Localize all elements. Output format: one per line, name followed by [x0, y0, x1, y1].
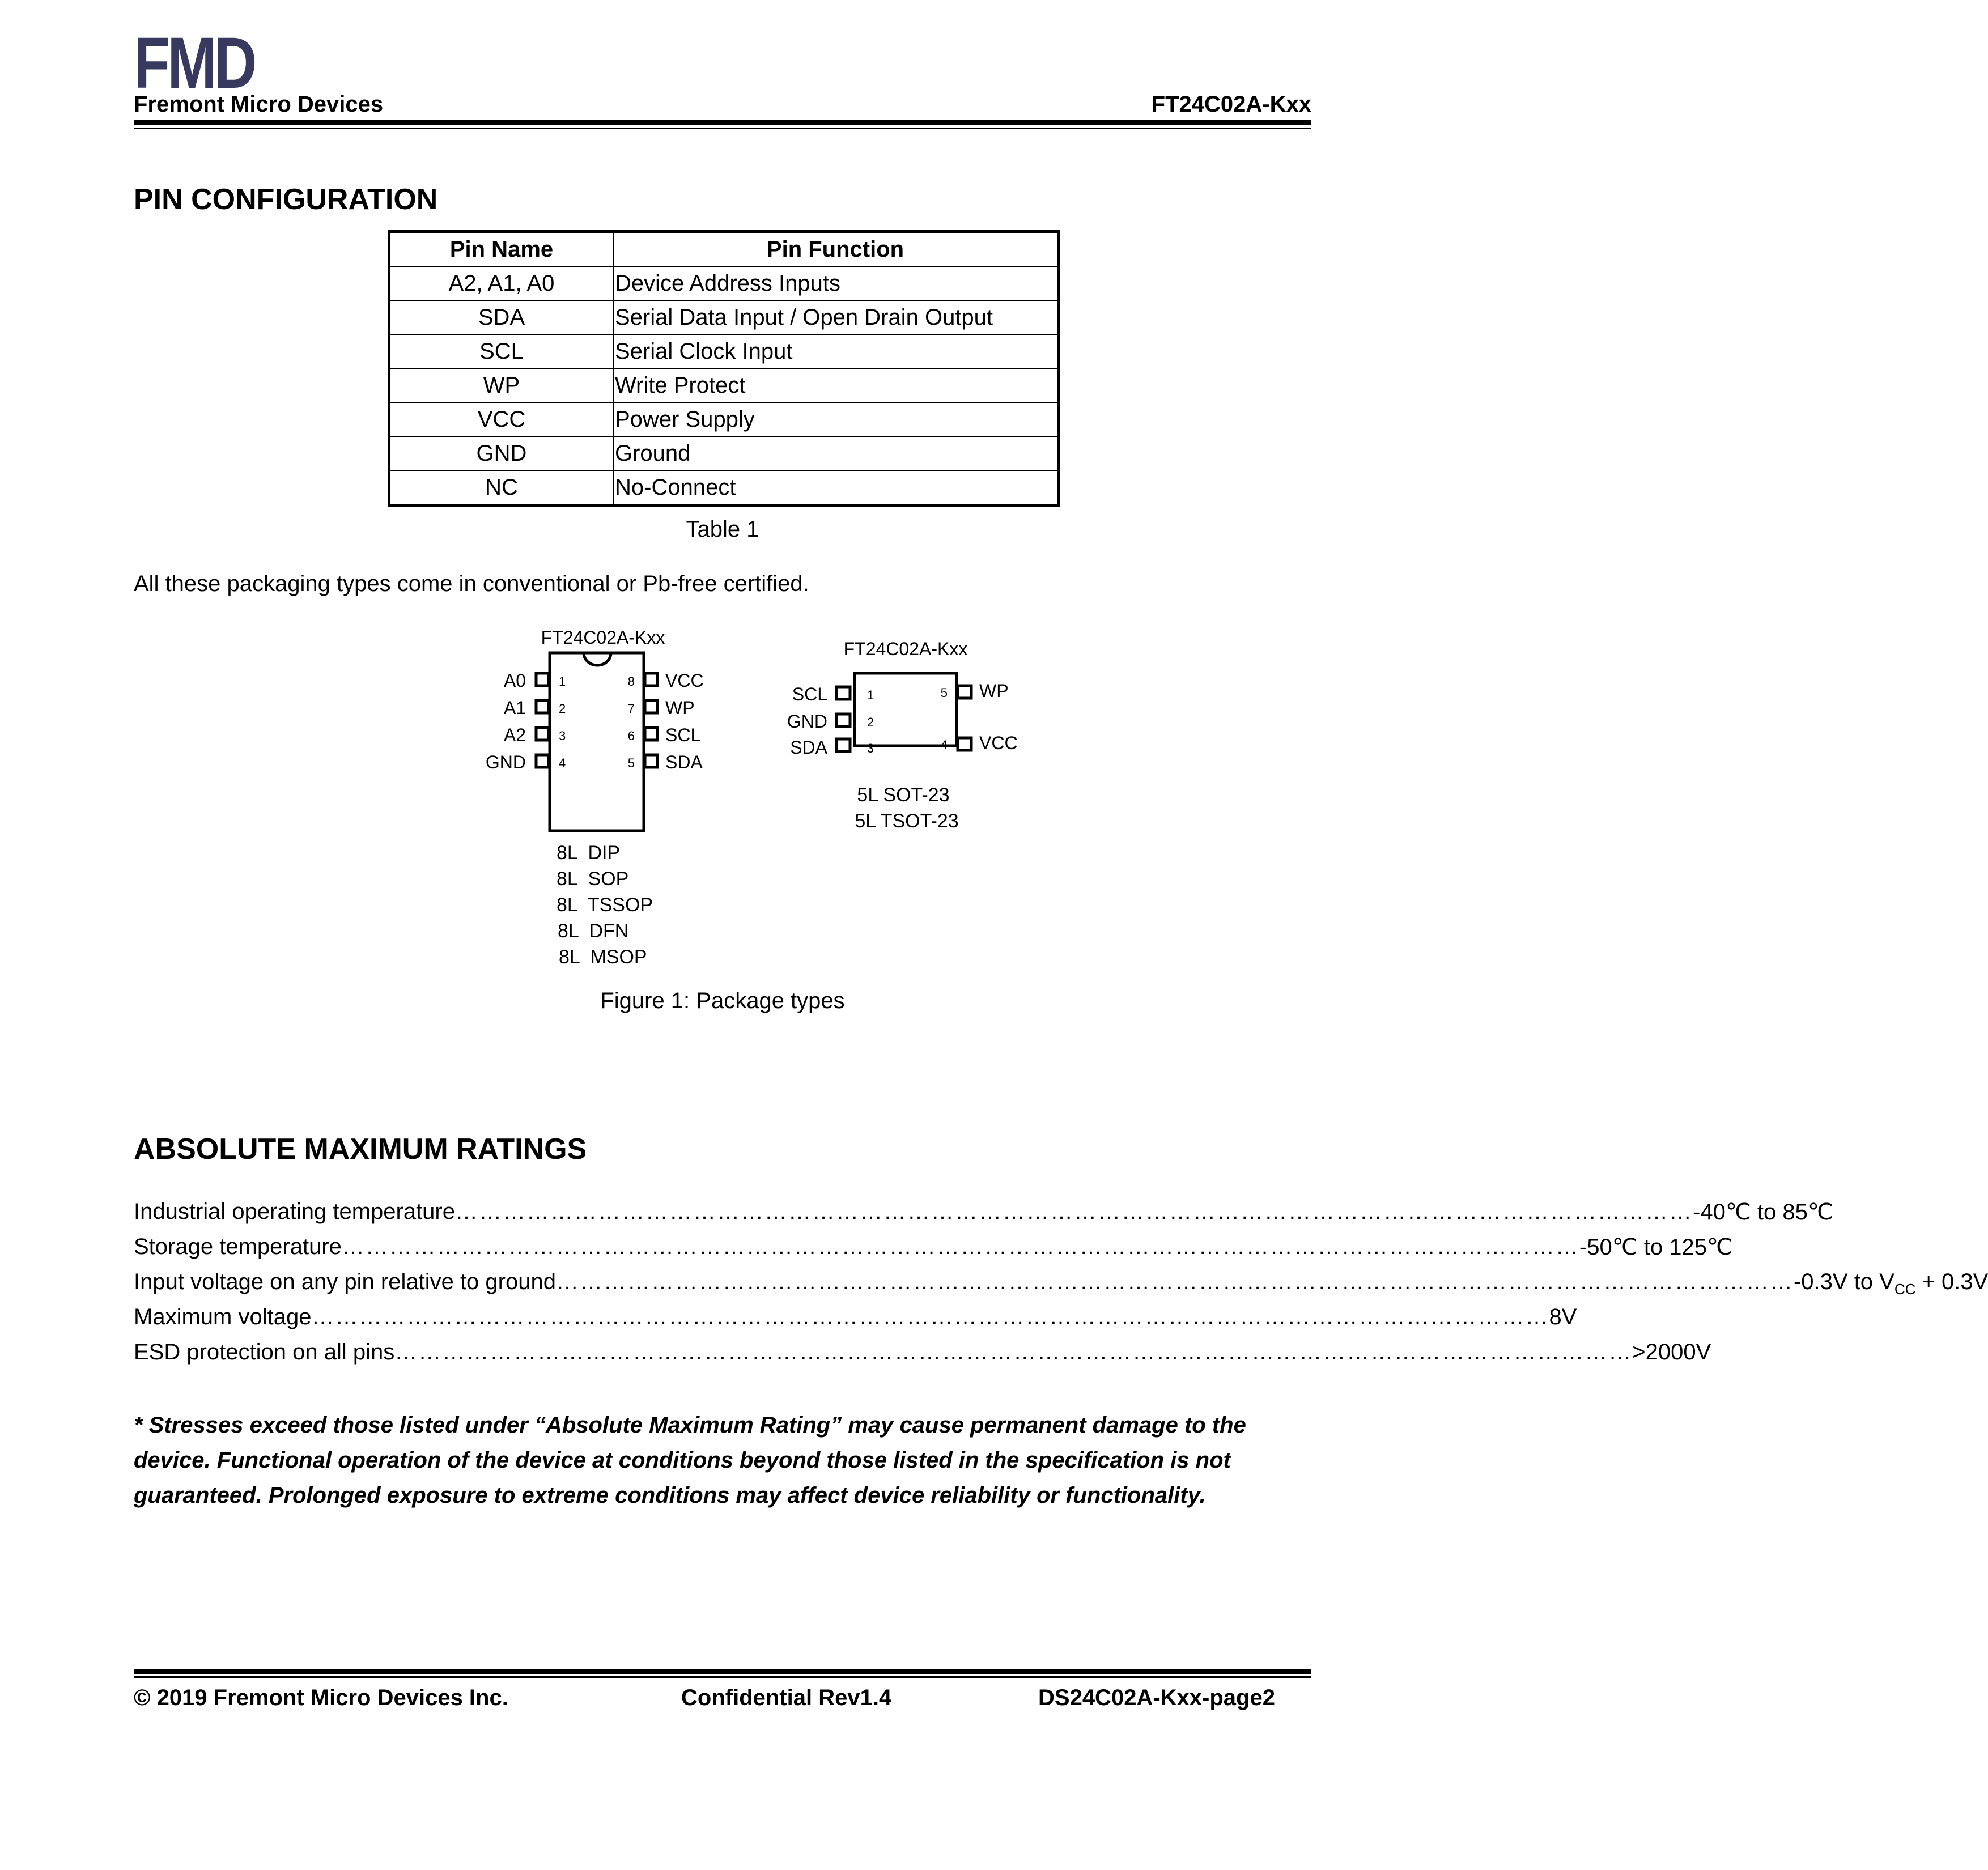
company-logo: FMD [134, 23, 254, 104]
dip-package [486, 627, 704, 968]
leader-dots: ………………………………………………………………………………………………………………………………………… [394, 1340, 1633, 1365]
sot-pin-number: 3 [867, 741, 874, 755]
pin-function-cell: Power Supply [613, 402, 1059, 436]
dip-pin-label: A2 [503, 725, 526, 745]
sot-package-type: 5L SOT-23 [857, 784, 950, 806]
leader-dots: ………………………………………………………………………………………………………………………………………… [311, 1304, 1549, 1329]
dip-pin-number: 6 [627, 729, 635, 743]
sot-pin-number: 5 [940, 686, 948, 700]
table-row [389, 368, 1059, 402]
rating-value-post: + 0.3V [1915, 1269, 1988, 1294]
dip-notch [584, 653, 611, 665]
figure-caption: Figure 1: Package types [600, 988, 845, 1013]
dip-pin-8 [645, 673, 657, 686]
footer-rule-thick [134, 1669, 1311, 1674]
sot-pin-4 [958, 738, 971, 750]
sot-pin-label: SDA [790, 737, 827, 758]
pin-name-cell: SCL [389, 334, 614, 368]
dip-pin-label: WP [665, 698, 695, 718]
dip-package-type: 8L DFN [558, 920, 629, 942]
rating-row [134, 1304, 1577, 1330]
table-header-row [389, 232, 1059, 267]
rating-row [134, 1269, 1988, 1298]
dip-pin-4 [536, 755, 549, 767]
pin-function-cell: Serial Clock Input [613, 334, 1059, 368]
dip-pin-label: A1 [503, 698, 526, 718]
dip-pin-number: 2 [559, 702, 566, 716]
dip-pin-label: A0 [503, 670, 526, 691]
table-caption: Table 1 [686, 517, 759, 542]
rating-value: -40℃ to 85℃ [1693, 1200, 1833, 1225]
dip-pin-number: 7 [627, 702, 635, 716]
footer-page-number: DS24C02A-Kxx-page2 [1038, 1685, 1275, 1710]
sot-pin-label: VCC [979, 733, 1018, 753]
packaging-note: All these packaging types come in conventional or Pb-free certified. [134, 571, 809, 596]
table-row [389, 300, 1059, 334]
table-header-pin-name: Pin Name [389, 232, 614, 267]
dip-package-type: 8L SOP [557, 868, 629, 890]
rating-label: Storage temperature [134, 1234, 342, 1259]
dip-package-type: 8L TSSOP [557, 894, 653, 916]
dip-pin-5 [645, 755, 657, 767]
leader-dots: ………………………………………………………………………………………………………………………………………… [555, 1269, 1794, 1294]
dip-package-type: 8L MSOP [559, 946, 647, 968]
rating-value-pre: -0.3V to V [1793, 1269, 1894, 1294]
dip-title: FT24C02A-Kxx [541, 627, 665, 648]
dip-pin-label: GND [485, 752, 526, 772]
table-row [389, 470, 1059, 505]
table-row [389, 334, 1059, 368]
pin-name-cell: WP [389, 368, 614, 402]
pin-name-cell: VCC [389, 402, 614, 436]
rating-value: -50℃ to 125℃ [1579, 1235, 1732, 1260]
pin-function-cell: Write Protect [613, 368, 1059, 402]
dip-pin-label: VCC [665, 670, 704, 691]
footer-copyright: © 2019 Fremont Micro Devices Inc. [134, 1685, 508, 1710]
rating-label: Maximum voltage [134, 1304, 312, 1329]
dip-pin-3 [536, 728, 549, 740]
dip-pin-6 [645, 728, 657, 740]
sot-pin-label: GND [787, 711, 827, 732]
document-id: FT24C02A-Kxx [1151, 92, 1311, 117]
sot-pin-1 [836, 687, 850, 699]
pin-name-cell: GND [389, 436, 614, 470]
table-row [389, 436, 1059, 470]
rating-label: Input voltage on any pin relative to ground [134, 1269, 556, 1294]
sot-pin-label: SCL [792, 684, 827, 704]
dip-pin-label: SCL [665, 725, 701, 745]
sot-title: FT24C02A-Kxx [843, 639, 968, 659]
rating-value-subscript: CC [1894, 1281, 1916, 1298]
dip-pin-number: 1 [559, 674, 566, 688]
dip-pin-label: SDA [665, 752, 703, 772]
table-row [389, 402, 1059, 436]
table-row [389, 266, 1059, 300]
sot-pin-number: 4 [940, 738, 948, 752]
rating-label: Industrial operating temperature [134, 1199, 455, 1224]
rating-row [134, 1199, 1833, 1225]
sot-pin-3 [836, 739, 850, 751]
sot-pin-number: 1 [867, 688, 874, 702]
rating-label: ESD protection on all pins [134, 1340, 395, 1365]
header-rule-thin [134, 128, 1311, 129]
header-rule-thick [134, 120, 1311, 125]
rating-value: >2000V [1632, 1340, 1711, 1365]
footer-rule-thin [134, 1676, 1311, 1678]
sot-package [787, 639, 1018, 832]
leader-dots: ………………………………………………………………………………………………………………………………………… [455, 1199, 1693, 1224]
sot-pin-number: 2 [867, 715, 874, 729]
sot-pin-2 [836, 714, 850, 726]
leader-dots: ………………………………………………………………………………………………………………………………………… [341, 1234, 1579, 1259]
pin-name-cell: SDA [389, 300, 614, 334]
rating-row [134, 1340, 1711, 1365]
pin-table [388, 230, 1060, 507]
dip-pin-number: 3 [559, 729, 566, 743]
dip-pin-1 [536, 673, 549, 686]
ratings-heading: ABSOLUTE MAXIMUM RATINGS [134, 1133, 587, 1166]
pin-name-cell: NC [389, 470, 614, 505]
dip-pin-number: 4 [559, 756, 566, 770]
sot-package-type: 5L TSOT-23 [855, 810, 959, 832]
dip-pin-2 [536, 700, 549, 713]
sot-chip-body [855, 673, 957, 746]
sot-pin-label: WP [979, 681, 1009, 701]
package-diagram [0, 612, 1445, 980]
pin-function-cell: Device Address Inputs [613, 266, 1059, 300]
pin-name-cell: A2, A1, A0 [389, 266, 614, 300]
rating-value [1794, 1269, 1988, 1298]
dip-pin-7 [645, 700, 657, 713]
table-header-pin-function: Pin Function [613, 232, 1059, 267]
rating-value: 8V [1549, 1304, 1577, 1329]
rating-row [134, 1234, 1732, 1260]
company-name: Fremont Micro Devices [134, 92, 384, 117]
pin-config-heading: PIN CONFIGURATION [134, 183, 438, 216]
stress-note: * Stresses exceed those listed under “Absolute Maximum Rating” may cause permanent damage to the device. Functional operation of the device at conditions beyond those listed in the specification is not guaranteed. Prolonged exposure to extreme conditions may affect device reliability or functionality. [134, 1413, 1246, 1508]
pin-function-cell: Serial Data Input / Open Drain Output [613, 300, 1059, 334]
dip-pin-number: 5 [627, 756, 635, 770]
dip-pin-number: 8 [627, 674, 635, 688]
pin-function-cell: Ground [613, 436, 1059, 470]
footer-confidential: Confidential Rev1.4 [681, 1685, 892, 1710]
pin-function-cell: No-Connect [613, 470, 1059, 505]
dip-package-type: 8L DIP [557, 842, 621, 864]
sot-pin-5 [958, 686, 971, 698]
